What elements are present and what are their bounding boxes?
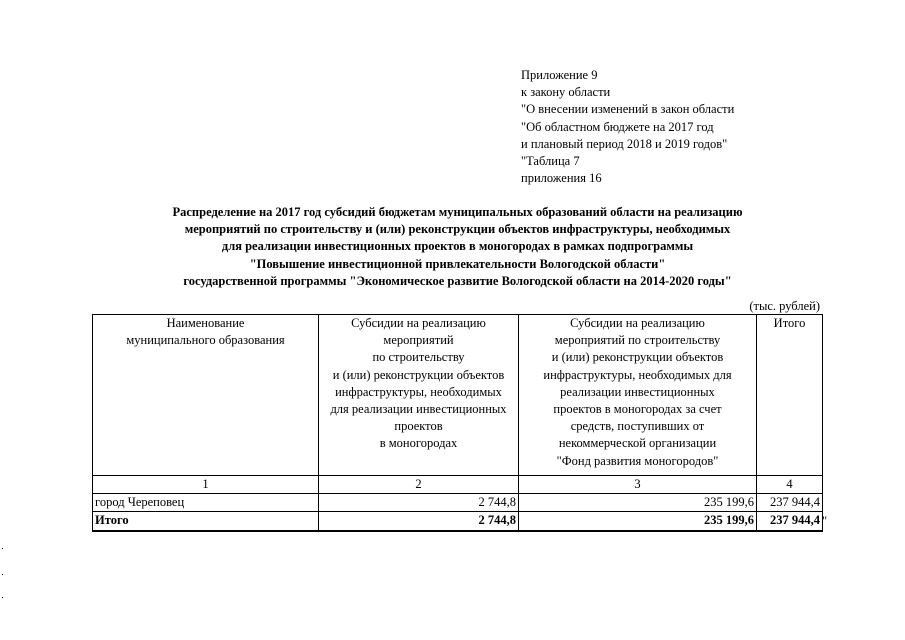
title-line: государственной программы "Экономическое развитие Вологодской области на 2014-2020 годы" [183, 273, 732, 288]
units-label: (тыс. рублей) [749, 299, 820, 313]
total-label: Итого [93, 512, 319, 531]
table-header-row [93, 315, 823, 476]
annex-line: "Об областном бюджете на 2017 год [521, 119, 714, 134]
document-title [120, 204, 795, 290]
title-line: "Повышение инвестиционной привлекательности Вологодской области" [249, 256, 666, 271]
row-total: 237 944,4 [757, 494, 823, 512]
scan-margin-mark [2, 597, 3, 598]
row-subsidy-construction: 2 744,8 [319, 494, 519, 512]
total-subsidy-construction: 2 744,8 [319, 512, 519, 531]
annex-line: "О внесении изменений в закон области [521, 102, 735, 117]
annex-line: и плановый период 2018 и 2019 годов" [521, 136, 728, 151]
column-number: 3 [519, 476, 757, 494]
header-subsidy-construction: Субсидии на реализацию мероприятий по строительству и (или) реконструкции объектов инфраструктуры, необходимых для реализации инвестиционных проектов в моногородах [319, 315, 519, 476]
title-line: Распределение на 2017 год субсидий бюджетам муниципальных образований области на реализацию [172, 205, 743, 219]
total-grand: 237 944,4 [757, 512, 823, 531]
scan-margin-mark [2, 574, 3, 575]
scan-margin-mark [2, 548, 3, 549]
total-subsidy-fund: 235 199,6 [519, 512, 757, 531]
annex-line: к закону области [521, 85, 611, 100]
column-number: 4 [757, 476, 823, 494]
title-line: для реализации инвестиционных проектов в моногородах в рамках подпрограммы [221, 239, 694, 254]
total-row [93, 512, 823, 531]
column-number-row [93, 476, 823, 494]
title-line: мероприятий по строительству и (или) реконструкции объектов инфраструктуры, необходимых [184, 222, 731, 237]
annex-line: "Таблица 7 [521, 154, 580, 169]
header-subsidy-fund: Субсидии на реализацию мероприятий по строительству и (или) реконструкции объектов инфраструктуры, необходимых для реализации инвестиционных проектов в моногородах за счет средств, поступивших от некоммерческой организации "Фонд развития моногородов" [519, 315, 757, 476]
row-subsidy-fund: 235 199,6 [519, 494, 757, 512]
header-total: Итого [757, 315, 823, 476]
row-municipality-name: город Череповец [93, 494, 319, 512]
column-number: 1 [93, 476, 319, 494]
annex-line: приложения 16 [521, 171, 602, 186]
column-number: 2 [319, 476, 519, 494]
annex-line: Приложение 9 [521, 68, 598, 82]
subsidy-table [92, 314, 823, 532]
closing-quote: " [822, 514, 828, 528]
annex-header [521, 67, 734, 187]
header-municipality: Наименование муниципального образования [93, 315, 319, 476]
table-row [93, 494, 823, 512]
